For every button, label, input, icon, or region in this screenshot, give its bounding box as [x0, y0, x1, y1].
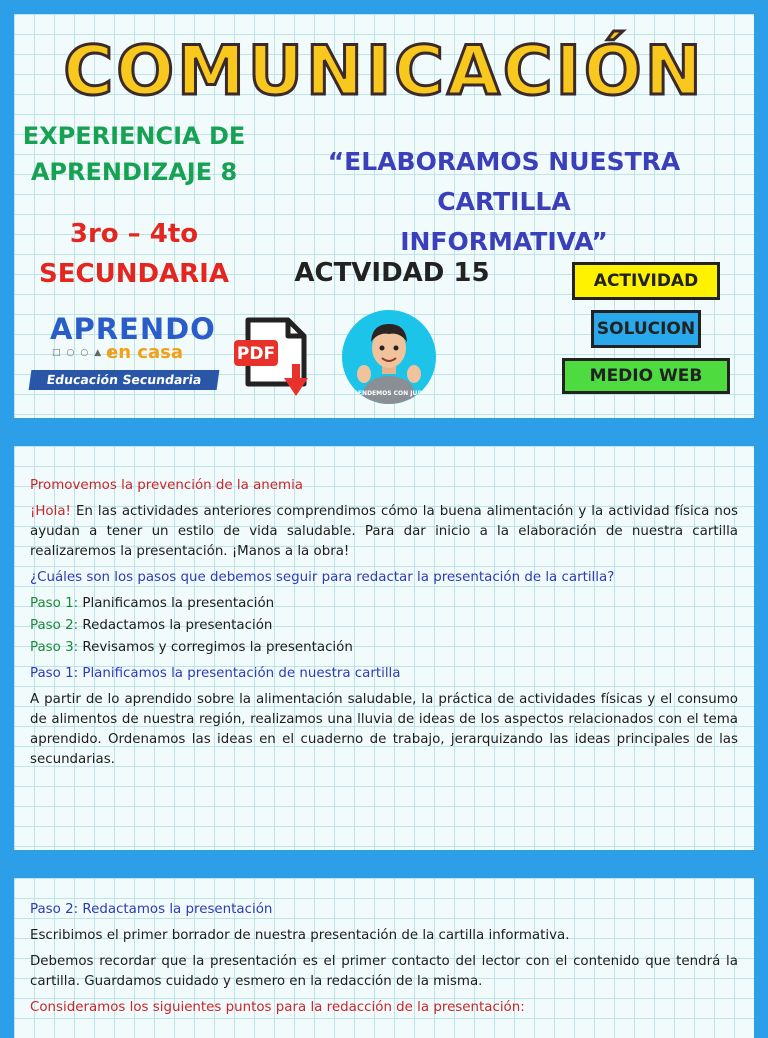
header-panel	[14, 14, 754, 418]
pdf-download-icon[interactable]	[230, 314, 320, 404]
step-label: Paso 1:	[30, 596, 79, 611]
section-heading: Paso 2: Redactamos la presentación	[30, 902, 273, 917]
step-label: Paso 2:	[30, 618, 79, 633]
step-text: Redactamos la presentación	[78, 618, 273, 633]
grade-label	[34, 214, 234, 294]
content-panel-2	[14, 878, 754, 1038]
activity-title	[264, 142, 744, 262]
content-panel-1	[14, 446, 754, 850]
logo-bar-educacion-secundaria: Educación Secundaria	[29, 370, 220, 390]
activity-title-line-2: INFORMATIVA”	[400, 227, 608, 256]
intro-text: En las actividades anteriores comprendimos cómo la buena alimentación y la actividad física nos ayudan a tener un estilo de vida saludable. Para dar inicio a la elaboración de nuestra cartilla realizaremos la presentación. ¡Manos a la obra!	[30, 504, 738, 559]
avatar-caption: APRENDEMOS CON JUDITH	[344, 390, 434, 397]
logo-dots: □○○▲4	[52, 348, 119, 358]
paragraph: Escribimos el primer borrador de nuestra presentación de la cartilla informativa.	[30, 928, 570, 943]
solucion-button[interactable]: SOLUCION	[591, 310, 701, 348]
pdf-label: PDF	[236, 344, 276, 364]
experience-line-1: EXPERIENCIA DE	[22, 122, 246, 150]
section-heading: Promovemos la prevención de la anemia	[30, 478, 303, 493]
list-item	[30, 638, 738, 658]
list-item	[30, 616, 738, 636]
paragraph: Debemos recordar que la presentación es el primer contacto del lector con el contenido que tendrá la cartilla. Guardamos cuidado y esmero en la redacción de la misma.	[30, 954, 738, 989]
steps-list	[30, 594, 738, 658]
list-item	[30, 594, 738, 614]
activity-title-line-1: “ELABORAMOS NUESTRA CARTILLA	[327, 147, 681, 216]
experience-label	[22, 118, 246, 190]
step-text: Planificamos la presentación	[78, 596, 275, 611]
grade-line-2: SECUNDARIA	[39, 259, 229, 289]
avatar	[342, 310, 436, 404]
question: ¿Cuáles son los pasos que debemos seguir para redactar la presentación de la cartilla?	[30, 570, 615, 585]
medio-web-button[interactable]: MEDIO WEB	[562, 358, 730, 394]
step-1-heading: Paso 1: Planificamos la presentación de nuestra cartilla	[30, 666, 401, 681]
step-label: Paso 3:	[30, 640, 79, 655]
experience-line-2: APRENDIZAJE 8	[30, 158, 238, 186]
page-title: COMUNICACIÓN	[63, 32, 705, 111]
cut-off-line: Consideramos los siguientes puntos para la redacción de la presentación:	[30, 1000, 525, 1015]
intro-paragraph	[30, 502, 738, 562]
aprendo-en-casa-logo	[30, 312, 220, 396]
greeting: ¡Hola!	[30, 504, 71, 519]
actividad-button[interactable]: ACTIVIDAD	[572, 262, 720, 300]
logo-text-en-casa: en casa	[106, 342, 183, 363]
activity-number: ACTVIDAD 15	[294, 258, 490, 288]
step-text: Revisamos y corregimos la presentación	[78, 640, 353, 655]
logo-text-aprendo: APRENDO	[50, 312, 216, 346]
section-2-text	[30, 900, 738, 1024]
section-1-text	[30, 476, 738, 776]
step-1-body: A partir de lo aprendido sobre la alimentación saludable, la práctica de actividades físicas y el consumo de alimentos de nuestra región, realizamos una lluvia de ideas de los aspectos relacionados con el tema aprendido. Ordenamos las ideas en el cuaderno de trabajo, jerarquizando las ideas principales de las secundarias.	[30, 692, 738, 767]
grade-line-1: 3ro – 4to	[69, 219, 199, 249]
